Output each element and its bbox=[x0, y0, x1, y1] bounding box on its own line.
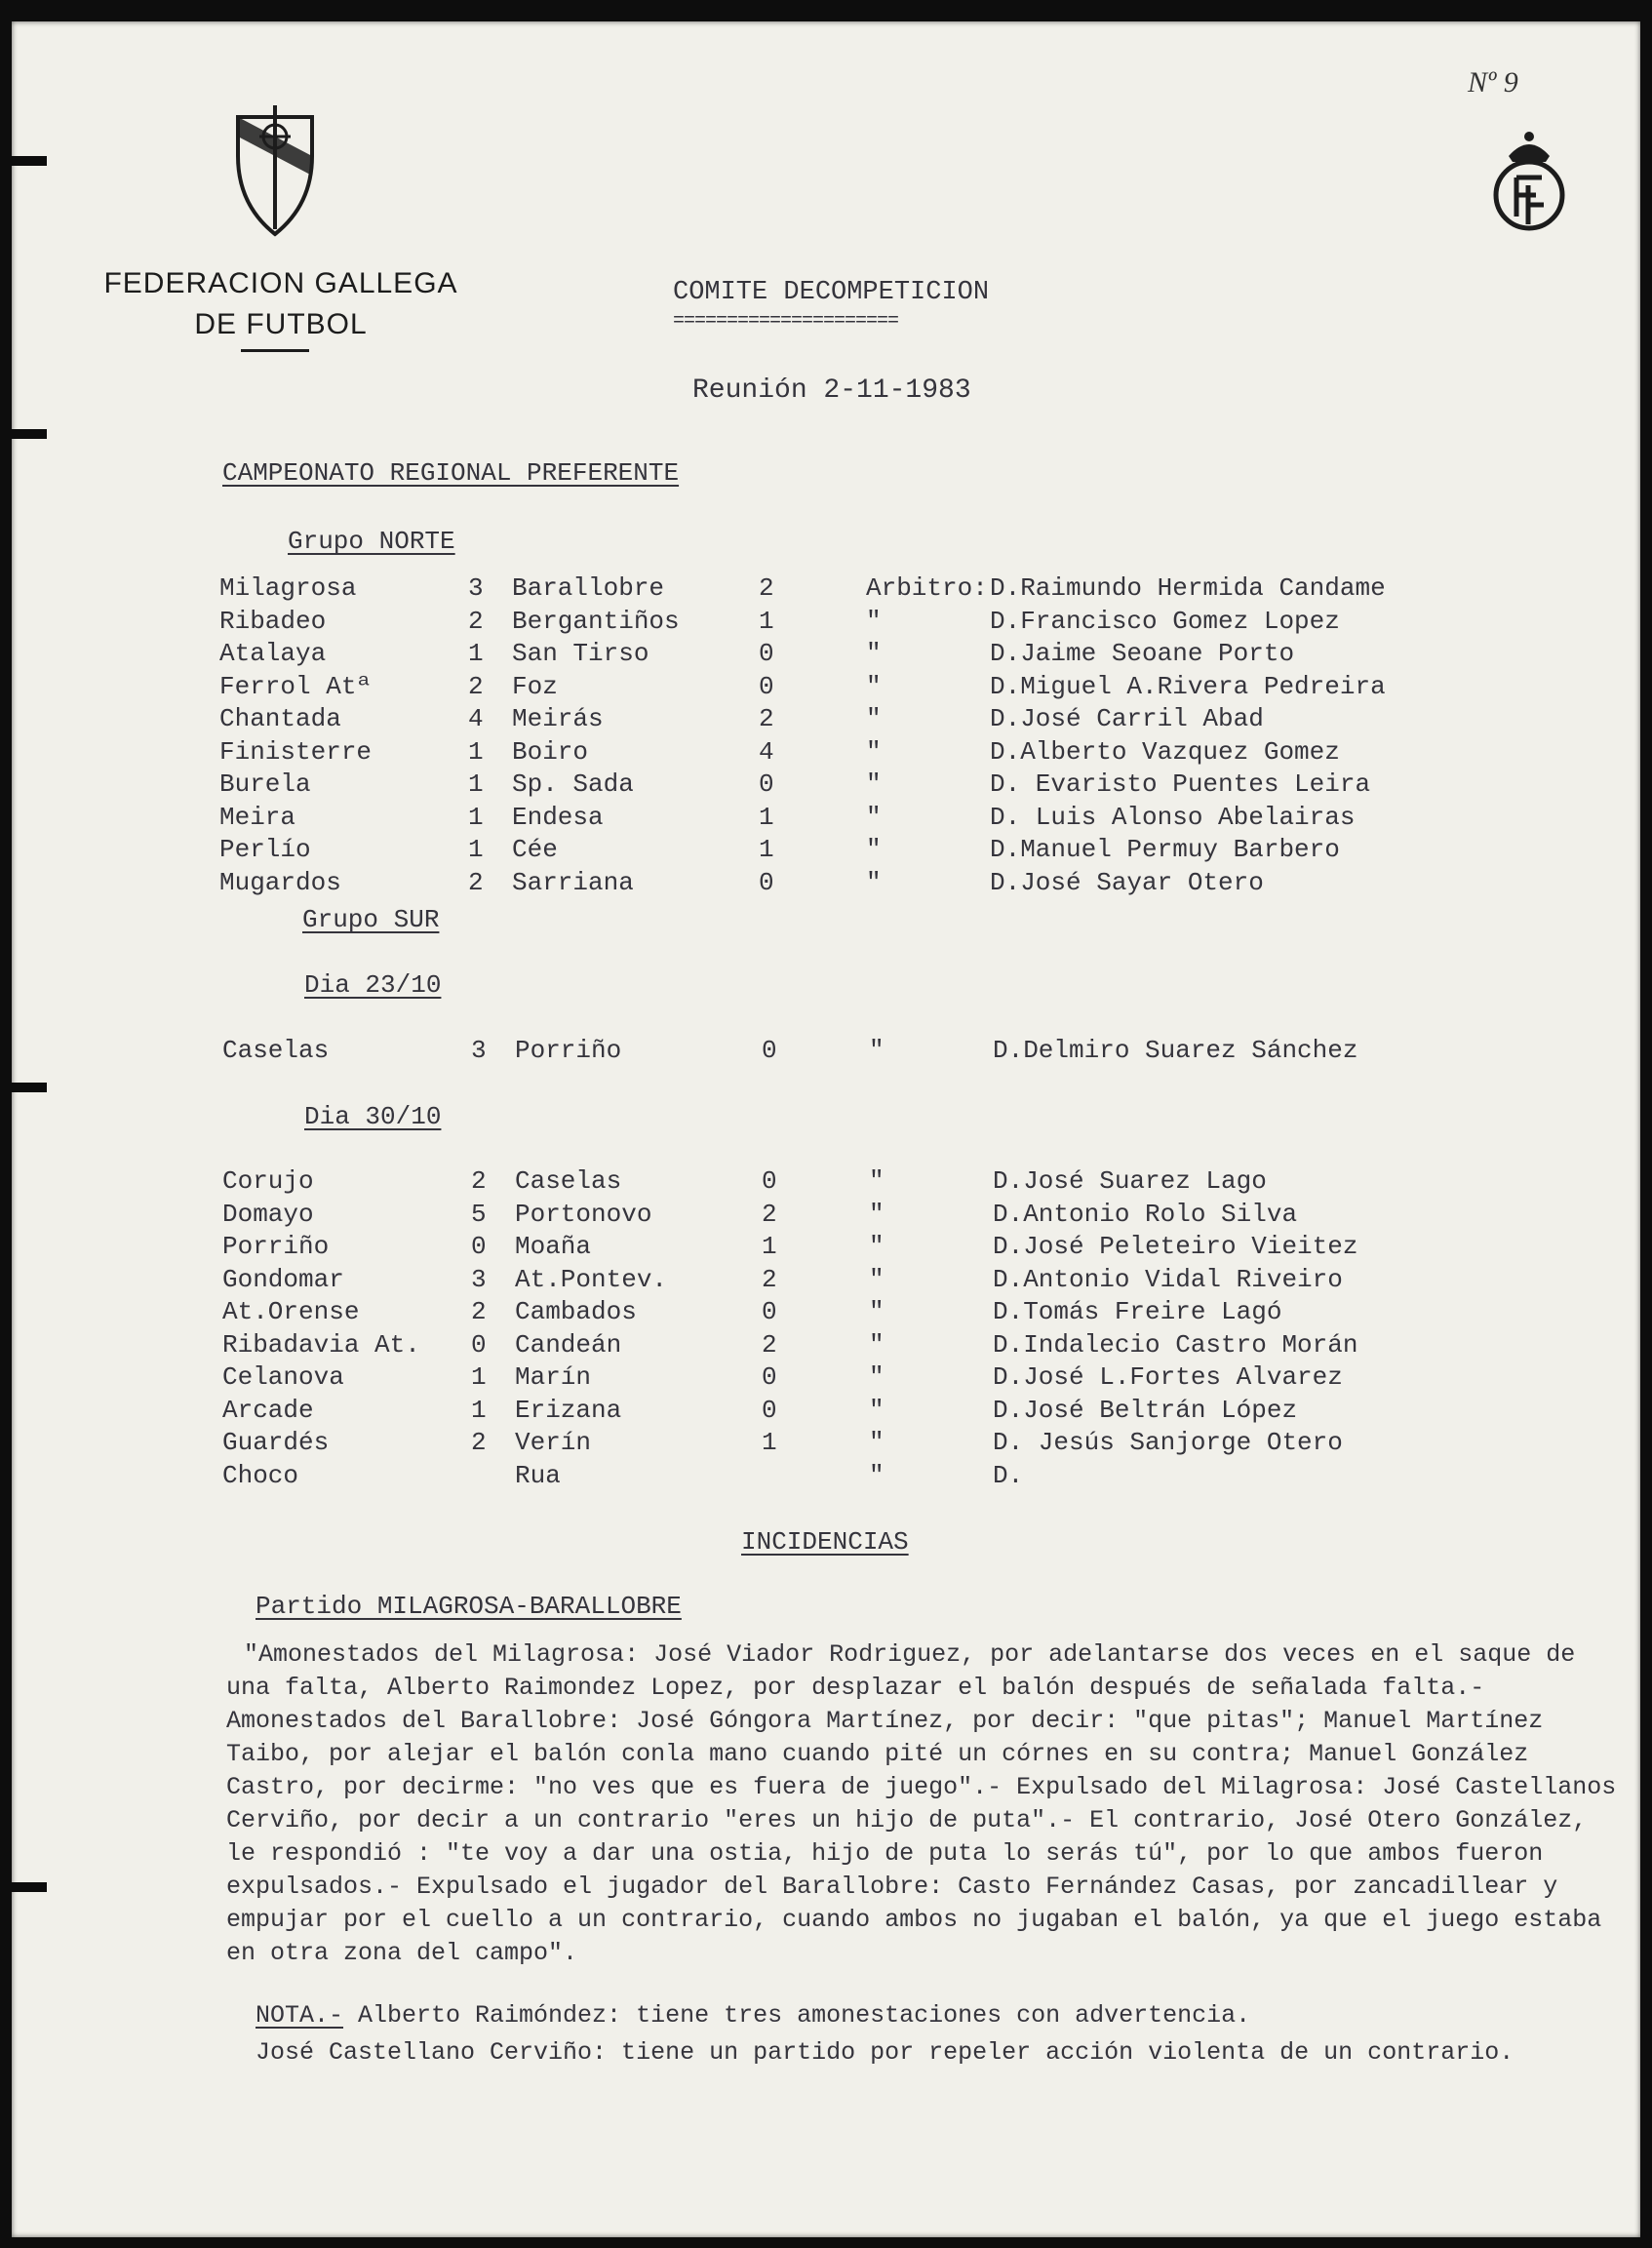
away-team: At.Pontev. bbox=[515, 1264, 668, 1294]
referee-name: D.Miguel A.Rivera Pedreira bbox=[990, 671, 1386, 701]
home-team: Finisterre bbox=[219, 736, 373, 767]
meeting-date: Reunión 2-11-1983 bbox=[692, 375, 971, 406]
match-row bbox=[219, 737, 1487, 770]
championship-title: CAMPEONATO REGIONAL PREFERENTE bbox=[222, 458, 680, 488]
match-row bbox=[219, 704, 1487, 737]
home-score: 1 bbox=[471, 1395, 487, 1425]
referee-label: " bbox=[869, 1036, 885, 1065]
match-row bbox=[219, 639, 1487, 672]
away-score: 2 bbox=[759, 704, 774, 733]
home-score: 1 bbox=[468, 769, 484, 799]
away-score: 0 bbox=[759, 867, 774, 897]
grupo-norte-label: Grupo NORTE bbox=[288, 527, 455, 556]
away-team: Boiro bbox=[512, 736, 589, 767]
committee-title: COMITE DECOMPETICION bbox=[673, 278, 990, 307]
match-row bbox=[219, 607, 1487, 640]
away-score: 1 bbox=[762, 1428, 777, 1457]
home-score: 3 bbox=[471, 1264, 487, 1294]
home-score: 0 bbox=[471, 1232, 487, 1261]
home-score: 3 bbox=[468, 573, 484, 603]
referee-label: " bbox=[866, 867, 882, 897]
federation-line-2: DE FUTBOL bbox=[194, 308, 368, 340]
royal-federation-crest bbox=[1489, 127, 1569, 236]
away-score: 1 bbox=[759, 802, 774, 832]
referee-label: Arbitro: bbox=[866, 573, 988, 603]
home-score: 1 bbox=[468, 802, 484, 832]
away-score: 0 bbox=[762, 1297, 777, 1326]
away-team: Endesa bbox=[512, 802, 604, 832]
binder-notch bbox=[0, 429, 47, 439]
match-incident-heading: Partido MILAGROSA-BARALLOBRE bbox=[256, 1592, 682, 1621]
referee-label: " bbox=[869, 1232, 885, 1261]
match-row bbox=[222, 1330, 1490, 1363]
referee-name: D.Manuel Permuy Barbero bbox=[990, 835, 1340, 864]
referee-name: D.Delmiro Suarez Sánchez bbox=[993, 1036, 1358, 1065]
away-team: Cambados bbox=[515, 1297, 637, 1326]
home-team: Choco bbox=[222, 1460, 299, 1490]
federation-underline bbox=[241, 349, 309, 352]
away-score: 2 bbox=[762, 1264, 777, 1294]
home-score: 2 bbox=[471, 1166, 487, 1196]
referee-name: D. Luis Alonso Abelairas bbox=[990, 802, 1356, 832]
referee-label: " bbox=[866, 704, 882, 733]
away-team: Sarriana bbox=[512, 867, 634, 897]
match-row bbox=[222, 1297, 1490, 1330]
home-team: Atalaya bbox=[219, 639, 327, 668]
away-team: Erizana bbox=[515, 1395, 622, 1425]
referee-name: D.José L.Fortes Alvarez bbox=[993, 1362, 1343, 1392]
home-score: 2 bbox=[468, 867, 484, 897]
away-score: 2 bbox=[762, 1329, 777, 1360]
home-team: Gondomar bbox=[222, 1264, 344, 1294]
referee-label: " bbox=[866, 671, 882, 701]
away-team: Moaña bbox=[515, 1232, 592, 1261]
away-score: 2 bbox=[762, 1199, 777, 1229]
referee-name: D.Jaime Seoane Porto bbox=[990, 639, 1295, 668]
home-score: 0 bbox=[471, 1329, 487, 1360]
referee-name: D.José Peleteiro Vieitez bbox=[993, 1232, 1358, 1261]
away-team: Marín bbox=[515, 1362, 592, 1392]
home-team: Ferrol Atª bbox=[219, 671, 373, 701]
away-score: 2 bbox=[759, 573, 774, 603]
referee-label: " bbox=[866, 606, 882, 636]
referee-name: D.José Sayar Otero bbox=[990, 867, 1264, 897]
home-score: 3 bbox=[471, 1036, 487, 1065]
match-row bbox=[222, 1036, 1490, 1069]
match-row bbox=[222, 1166, 1490, 1200]
binder-notch bbox=[0, 156, 47, 166]
referee-name: D.Antonio Vidal Riveiro bbox=[993, 1264, 1343, 1294]
referee-label: " bbox=[866, 802, 882, 832]
referee-name: D.José Beltrán López bbox=[993, 1395, 1298, 1425]
incident-report-text: "Amonestados del Milagrosa: José Viador Rodriguez, por adelantarse dos veces en el saque de una falta, Alberto Raimondez Lopez, por desplazar el balón después de señalada falta.- Amonestados del Barallobre: José Góngora Martínez, por decir: "que pitas"; Manuel Martínez Taibo, por alejar el balón conla mano cuando pité un córnes en su contra; Manuel González Castro, por decirme: "no ves que es fuera de juego".- Expulsado del Milagrosa: José Castellanos Cerviño, por decir a un contrario "eres un hijo de puta".- El contrario, José Otero González, le respondió : "te voy a dar una ostia, hijo de puta lo serás tú", por lo que ambos fueron expulsados.- Expulsado el jugador del Barallobre: Casto Fernández Casas, por zancadillear y empujar por el cuello a un contrario, cuando ambos no jugaban el balón, ya que el juego estaba en otra zona del campo". bbox=[226, 1640, 1617, 1967]
away-score: 0 bbox=[759, 671, 774, 701]
home-team: Burela bbox=[219, 769, 311, 799]
away-team: Bergantiños bbox=[512, 606, 680, 636]
committee-double-rule: ===================== bbox=[673, 310, 899, 333]
away-team: Verín bbox=[515, 1428, 592, 1457]
referee-name: D. Jesús Sanjorge Otero bbox=[993, 1428, 1343, 1457]
away-score: 0 bbox=[759, 769, 774, 799]
referee-name: D.Indalecio Castro Morán bbox=[993, 1329, 1358, 1360]
nota-text: Alberto Raimóndez: tiene tres amonestaciones con advertencia. bbox=[343, 2001, 1251, 2030]
home-team: Ribadeo bbox=[219, 606, 327, 636]
home-team: Chantada bbox=[219, 704, 341, 733]
away-team: Portonovo bbox=[515, 1199, 652, 1229]
away-team: Sp. Sada bbox=[512, 769, 634, 799]
away-team: Foz bbox=[512, 671, 558, 701]
match-row bbox=[222, 1428, 1490, 1461]
home-team: Guardés bbox=[222, 1428, 330, 1457]
binder-notch bbox=[0, 1083, 47, 1092]
referee-name: D.Francisco Gomez Lopez bbox=[990, 606, 1340, 636]
federation-line-1: FEDERACION GALLEGA bbox=[103, 267, 458, 299]
home-score: 1 bbox=[468, 835, 484, 864]
referee-name: D.Antonio Rolo Silva bbox=[993, 1199, 1298, 1229]
home-team: Mugardos bbox=[219, 867, 341, 897]
away-team: Rua bbox=[515, 1460, 561, 1490]
referee-label: " bbox=[866, 736, 882, 767]
away-score: 0 bbox=[759, 639, 774, 668]
federation-name bbox=[76, 263, 486, 345]
referee-name: D.Raimundo Hermida Candame bbox=[990, 573, 1386, 603]
away-score: 0 bbox=[762, 1362, 777, 1392]
away-team: Caselas bbox=[515, 1166, 622, 1196]
match-row bbox=[222, 1232, 1490, 1265]
match-row bbox=[222, 1461, 1490, 1494]
document-number: Nº 9 bbox=[1468, 66, 1518, 99]
home-team: Domayo bbox=[222, 1199, 314, 1229]
match-row bbox=[222, 1396, 1490, 1429]
referee-label: " bbox=[866, 835, 882, 864]
away-team: Barallobre bbox=[512, 573, 665, 603]
referee-label: " bbox=[869, 1199, 885, 1229]
dia-23-label: Dia 23/10 bbox=[304, 970, 442, 1000]
referee-name: D.Alberto Vazquez Gomez bbox=[990, 736, 1340, 767]
incidencias-title: INCIDENCIAS bbox=[741, 1527, 909, 1557]
home-team: At.Orense bbox=[222, 1297, 360, 1326]
away-team: Meirás bbox=[512, 704, 604, 733]
grupo-sur-label: Grupo SUR bbox=[302, 905, 440, 934]
match-row bbox=[219, 573, 1487, 607]
nota-label: NOTA.- bbox=[256, 2001, 344, 2030]
away-score: 1 bbox=[759, 835, 774, 864]
referee-label: " bbox=[869, 1362, 885, 1392]
home-score: 1 bbox=[471, 1362, 487, 1392]
home-score: 5 bbox=[471, 1199, 487, 1229]
referee-label: " bbox=[869, 1460, 885, 1490]
referee-name: D.José Carril Abad bbox=[990, 704, 1264, 733]
away-team: San Tirso bbox=[512, 639, 649, 668]
away-score: 0 bbox=[762, 1166, 777, 1196]
home-score: 1 bbox=[468, 639, 484, 668]
home-team: Arcade bbox=[222, 1395, 314, 1425]
home-team: Meira bbox=[219, 802, 296, 832]
away-score: 0 bbox=[762, 1395, 777, 1425]
referee-name: D. bbox=[993, 1460, 1024, 1490]
home-team: Celanova bbox=[222, 1362, 344, 1392]
match-row bbox=[219, 803, 1487, 836]
home-team: Porriño bbox=[222, 1232, 330, 1261]
referee-name: D. Evaristo Puentes Leira bbox=[990, 769, 1371, 799]
referee-label: " bbox=[869, 1297, 885, 1326]
match-row bbox=[222, 1200, 1490, 1233]
nota-2-text: José Castellano Cerviño: tiene un partido por repeler acción violenta de un contrario. bbox=[256, 2038, 1514, 2067]
referee-name: D.José Suarez Lago bbox=[993, 1166, 1267, 1196]
home-score: 1 bbox=[468, 736, 484, 767]
home-score: 2 bbox=[471, 1428, 487, 1457]
referee-label: " bbox=[866, 769, 882, 799]
home-score: 2 bbox=[468, 606, 484, 636]
referee-label: " bbox=[866, 639, 882, 668]
referee-label: " bbox=[869, 1329, 885, 1360]
binder-notch bbox=[0, 1882, 47, 1892]
home-team: Milagrosa bbox=[219, 573, 357, 603]
away-team: Candeán bbox=[515, 1329, 622, 1360]
match-row bbox=[219, 672, 1487, 705]
incident-report bbox=[226, 1638, 1631, 1970]
home-score: 2 bbox=[471, 1297, 487, 1326]
away-team: Porriño bbox=[515, 1036, 622, 1065]
referee-label: " bbox=[869, 1395, 885, 1425]
match-row bbox=[222, 1265, 1490, 1298]
nota-block bbox=[256, 1999, 1621, 2032]
match-row bbox=[222, 1362, 1490, 1396]
match-row bbox=[219, 835, 1487, 868]
home-score: 2 bbox=[468, 671, 484, 701]
referee-label: " bbox=[869, 1264, 885, 1294]
away-score: 1 bbox=[762, 1232, 777, 1261]
match-row bbox=[219, 868, 1487, 901]
away-score: 4 bbox=[759, 736, 774, 767]
home-team: Ribadavia At. bbox=[222, 1329, 420, 1360]
referee-label: " bbox=[869, 1428, 885, 1457]
dia-30-label: Dia 30/10 bbox=[304, 1102, 442, 1131]
referee-name: D.Tomás Freire Lagó bbox=[993, 1297, 1282, 1326]
away-score: 1 bbox=[759, 606, 774, 636]
home-team: Caselas bbox=[222, 1036, 330, 1065]
match-row bbox=[219, 769, 1487, 803]
away-team: Cée bbox=[512, 835, 558, 864]
home-team: Perlío bbox=[219, 835, 311, 864]
home-score: 4 bbox=[468, 704, 484, 733]
nota-2-block bbox=[226, 2036, 1631, 2070]
home-team: Corujo bbox=[222, 1166, 314, 1196]
away-score: 0 bbox=[762, 1036, 777, 1065]
referee-label: " bbox=[869, 1166, 885, 1196]
federation-shield-logo bbox=[230, 98, 320, 239]
